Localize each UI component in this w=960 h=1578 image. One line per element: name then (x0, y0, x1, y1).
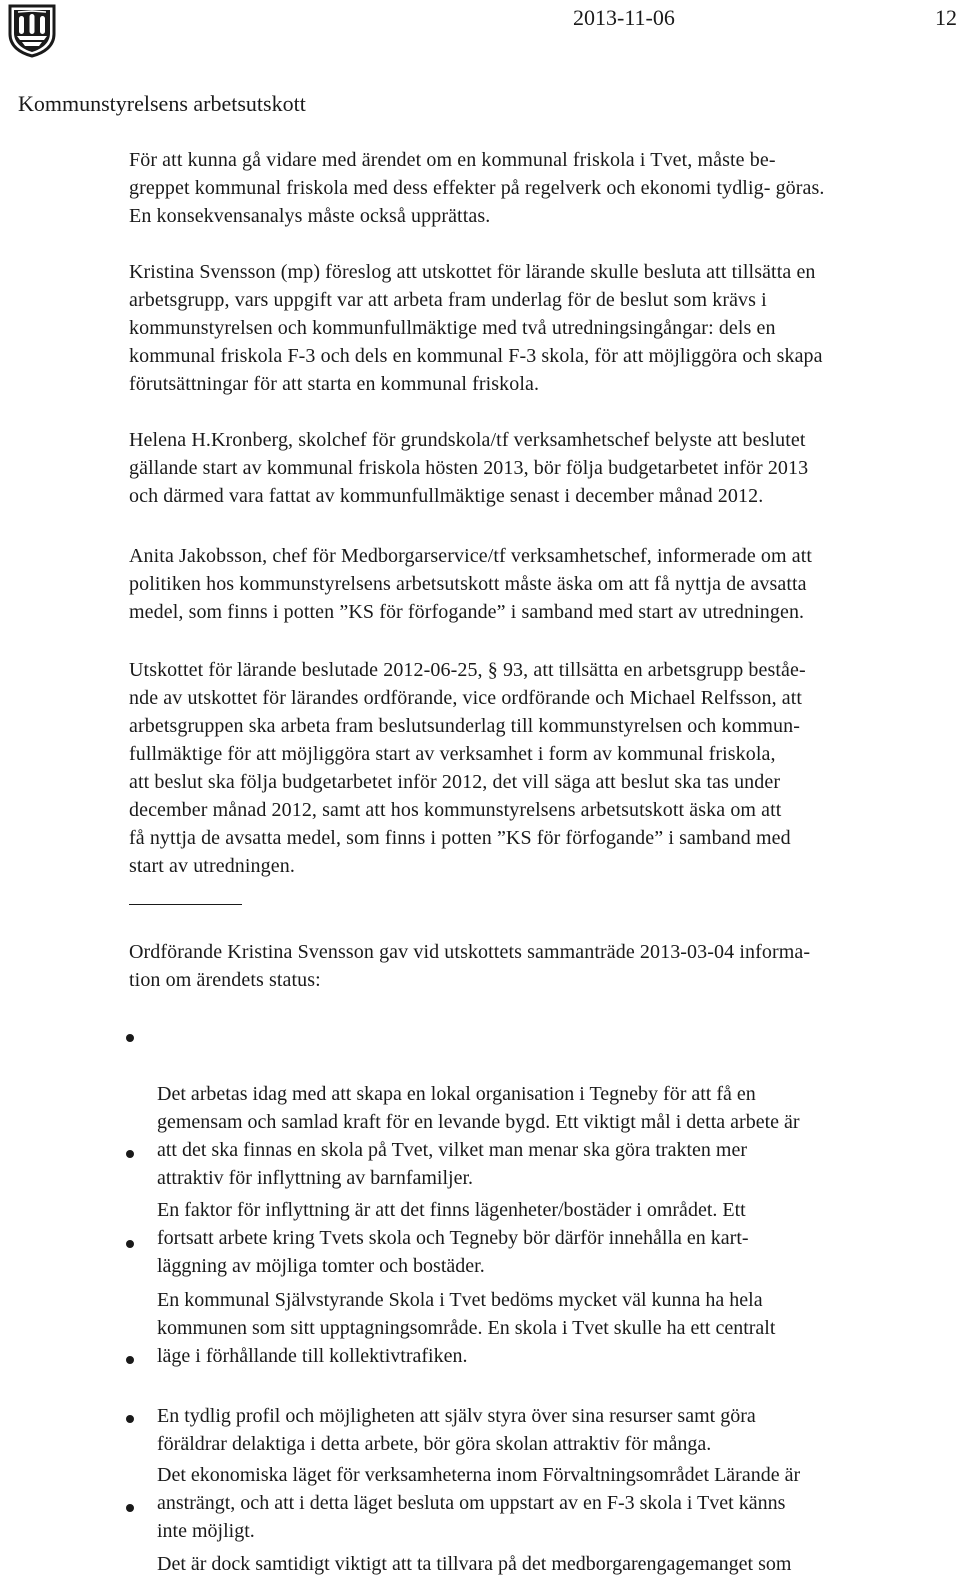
bullet-icon (126, 1415, 134, 1423)
bullet-icon (126, 1356, 134, 1364)
list-item-text: En kommunal Självstyrande Skola i Tvet bedöms mycket väl kunna ha hela kommunen som sitt upptagningsområde. En skola i Tvet skulle ha ett centralt läge i förhållande till kollektivtrafiken. (157, 1289, 776, 1367)
bullet-icon (126, 1150, 134, 1158)
paragraph-text: Utskottet för lärande beslutade 2012-06-25, § 93, att tillsätta en arbetsgrupp beståe- nde av utskottet för lärandes ordförande, vice ordförande och Michael Relfsson, att arbetsgruppen ska arbeta fram beslutsunderlag till kommunstyrelsen och kommun- fullmäktige för att möjliggöra start av verksamhet i form av kommunal friskola, att beslut ska följa budgetarbetet inför 2012, det vill säga att beslut ska tas under december månad 2012, samt att hos kommunstyrelsens arbetsutskott äska om att få nyttja de avsatta medel, som finns i potten ”KS för förfogande” i samband med start av utredningen. (129, 659, 806, 877)
bullet-icon (126, 1504, 134, 1512)
list-item-text: En faktor för inflyttning är att det finns lägenheter/bostäder i området. Ett fortsatt arbete kring Tvets skola och Tegneby bör därför innehålla en kart- läggning av möjliga tomter och bostäder. (157, 1199, 749, 1277)
page-number: 12 (935, 5, 957, 30)
paragraph-text: Ordförande Kristina Svensson gav vid utskottets sammanträde 2013-03-04 informa- tion om ärendets status: (129, 941, 811, 991)
list-item-text: Det ekonomiska läget för verksamheterna inom Förvaltningsområdet Lärande är ansträngt, och att i detta läget besluta om uppstart av en F-3 skola i Tvet känns inte möjligt. (157, 1464, 801, 1542)
paragraph-text: Kristina Svensson (mp) föreslog att utskottet för lärande skulle besluta att tillsätta en arbetsgrupp, vars uppgift var att arbeta fram underlag för de beslut som krävs i kommunstyrelsen och kommunfullmäktige med två utredningsingångar: dels en kommunal friskola F-3 och dels en kommunal F-3 skola, för att möjliggöra och skapa förutsättningar för att starta en kommunal friskola. (129, 261, 823, 395)
paragraph-text: För att kunna gå vidare med ärendet om en kommunal friskola i Tvet, måste be- greppet kommunal friskola med dess effekter på regelverk och ekonomi tydlig- göras. En konsekvensanalys måste också upprättas. (129, 149, 825, 227)
paragraph-text: Helena H.Kronberg, skolchef för grundskola/tf verksamhetschef belyste att beslutet gällande start av kommunal friskola hösten 2013, bör följa budgetarbetet inför 2013 och därmed vara fattat av kommunfullmäktige senast i december månad 2012. (129, 429, 809, 507)
list-item-text: Det arbetas idag med att skapa en lokal organisation i Tegneby för att få en gemensam och samlad kraft för en levande bygd. Ett viktigt mål i detta arbete är att det ska finnas en skola på Tvet, vilket man menar ska göra trakten mer attraktiv för inflyttning av barnfamiljer. (157, 1083, 800, 1189)
bullet-icon (126, 1240, 134, 1248)
list-item-text: En tydlig profil och möjligheten att själv styra över sina resurser samt göra föräldrar delaktiga i detta arbete, bör göra skolan attraktiv för många. (157, 1405, 756, 1455)
list-item-text: Det är dock samtidigt viktigt att ta tillvara på det medborgarengagemanget som (157, 1553, 792, 1575)
document-date: 2013-11-06 (573, 5, 675, 30)
bullet-icon (126, 1034, 134, 1042)
committee-name: Kommunstyrelsens arbetsutskott (18, 91, 306, 116)
list-item (157, 1494, 957, 1578)
paragraph-text: Anita Jakobsson, chef för Medborgarservice/tf verksamhetschef, informerade om att politiken hos kommunstyrelsens arbetsutskott måste äska om att få nyttja de avsatta medel, som finns i potten ”KS för förfogande” i samband med start av utredningen. (129, 545, 813, 623)
